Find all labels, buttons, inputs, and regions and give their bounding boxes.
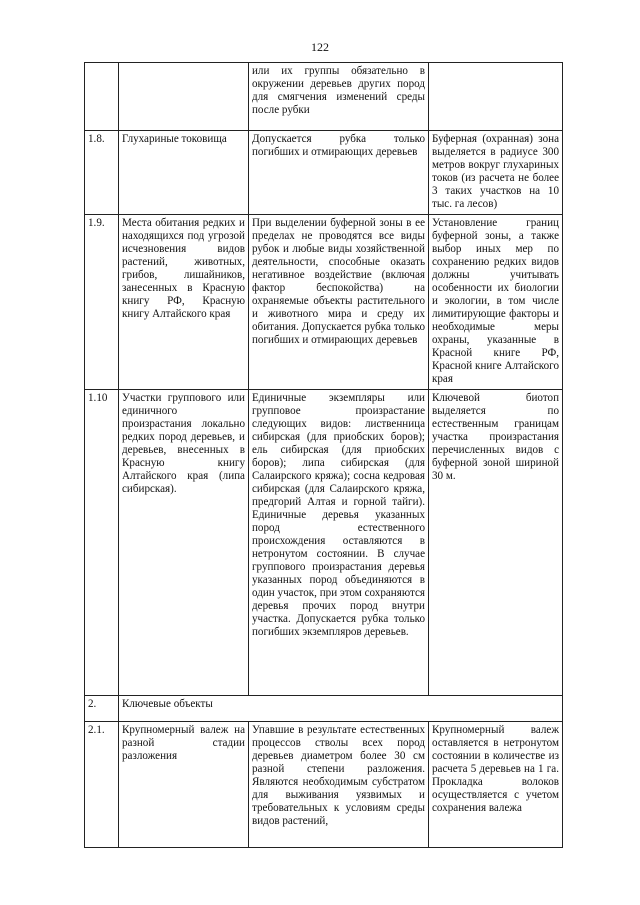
note-text: Крупномерный валеж оставляется в нетронутом состоянии в количестве из расчета 5 деревьев на 1 га. Прокладка волоков осуществляется с учетом сохранения валежа	[429, 722, 563, 848]
table-row	[85, 722, 563, 848]
row-number: 1.9.	[85, 215, 119, 390]
row-number: 1.10	[85, 390, 119, 696]
requirement-text: Единичные экземпляры или групповое произрастание следующих видов: лиственница сибирская (для приобских боров); ель сибирская (для приобских боров); липа сибирская (для Салаирского кряжа); сосна кедровая сибирская (для Салаирского кряжа, предгорий Алтая и горной тайги). Единичные деревья указанных пород естественного происхождения оставляются в нетронутом состоянии. В случае группового произрастания деревья указанных пород объединяются в один участок, при этом сохраняются деревья прочих пород внутри участка. Допускается рубка только погибших экземпляров деревьев.	[249, 390, 429, 696]
object-name: Места обитания редких и находящихся под угрозой исчезновения видов растений, животных, грибов, лишайников, занесенных в Красную книгу РФ, Красную книгу Алтайского края	[119, 215, 249, 390]
table-row	[85, 215, 563, 390]
requirement-text: Допускается рубка только погибших и отмирающих деревьев	[249, 131, 429, 215]
section-title: Ключевые объекты	[119, 696, 563, 722]
note-text: Буферная (охранная) зона выделяется в радиусе 300 метров вокруг глухариных токов (из расчета не более 3 таких участков на 10 тыс. га лесов)	[429, 131, 563, 215]
table-row	[85, 390, 563, 696]
table-row	[85, 63, 563, 131]
row-number: 2.1.	[85, 722, 119, 848]
object-name: Крупномерный валеж на разной стадии разложения	[119, 722, 249, 848]
page-number: 122	[311, 40, 329, 54]
requirement-text: При выделении буферной зоны в ее пределах не проводятся все виды рубок и любые виды хозяйственной деятельности, способные оказать негативное воздействие (включая фактор беспокойства) на охраняемые объекты растительного и животного мира и среду их обитания. Допускается рубка только погибших и отмирающих деревьев	[249, 215, 429, 390]
note-text: Ключевой биотоп выделяется по естественным границам участка произрастания перечисленных видов с буферной зоной шириной 30 м.	[429, 390, 563, 696]
section-row	[85, 696, 563, 722]
object-name: Глухариные токовища	[119, 131, 249, 215]
row-number: 1.8.	[85, 131, 119, 215]
row-number	[85, 63, 119, 131]
requirement-text: Упавшие в результате естественных процессов стволы всех пород деревьев диаметром более 30 см разной степени разложения. Являются необходимым субстратом для выживания уязвимых и требовательных к условиям среды видов растений,	[249, 722, 429, 848]
note-text	[429, 63, 563, 131]
document-table	[84, 62, 563, 848]
table-row	[85, 131, 563, 215]
note-text: Установление границ буферной зоны, а также выбор иных мер по сохранению редких видов должны учитывать особенности их биологии и экологии, в том числе лимитирующие факторы и необходимые меры охраны, указанные в Красной книге РФ, Красной книге Алтайского края	[429, 215, 563, 390]
object-name	[119, 63, 249, 131]
row-number: 2.	[85, 696, 119, 722]
requirement-text: или их группы обязательно в окружении деревьев других пород для смягчения изменений среды после рубки	[249, 63, 429, 131]
object-name: Участки группового или единичного произрастания локально редких пород деревьев, и деревьев, внесенных в Красную книгу Алтайского края (липа сибирская).	[119, 390, 249, 696]
